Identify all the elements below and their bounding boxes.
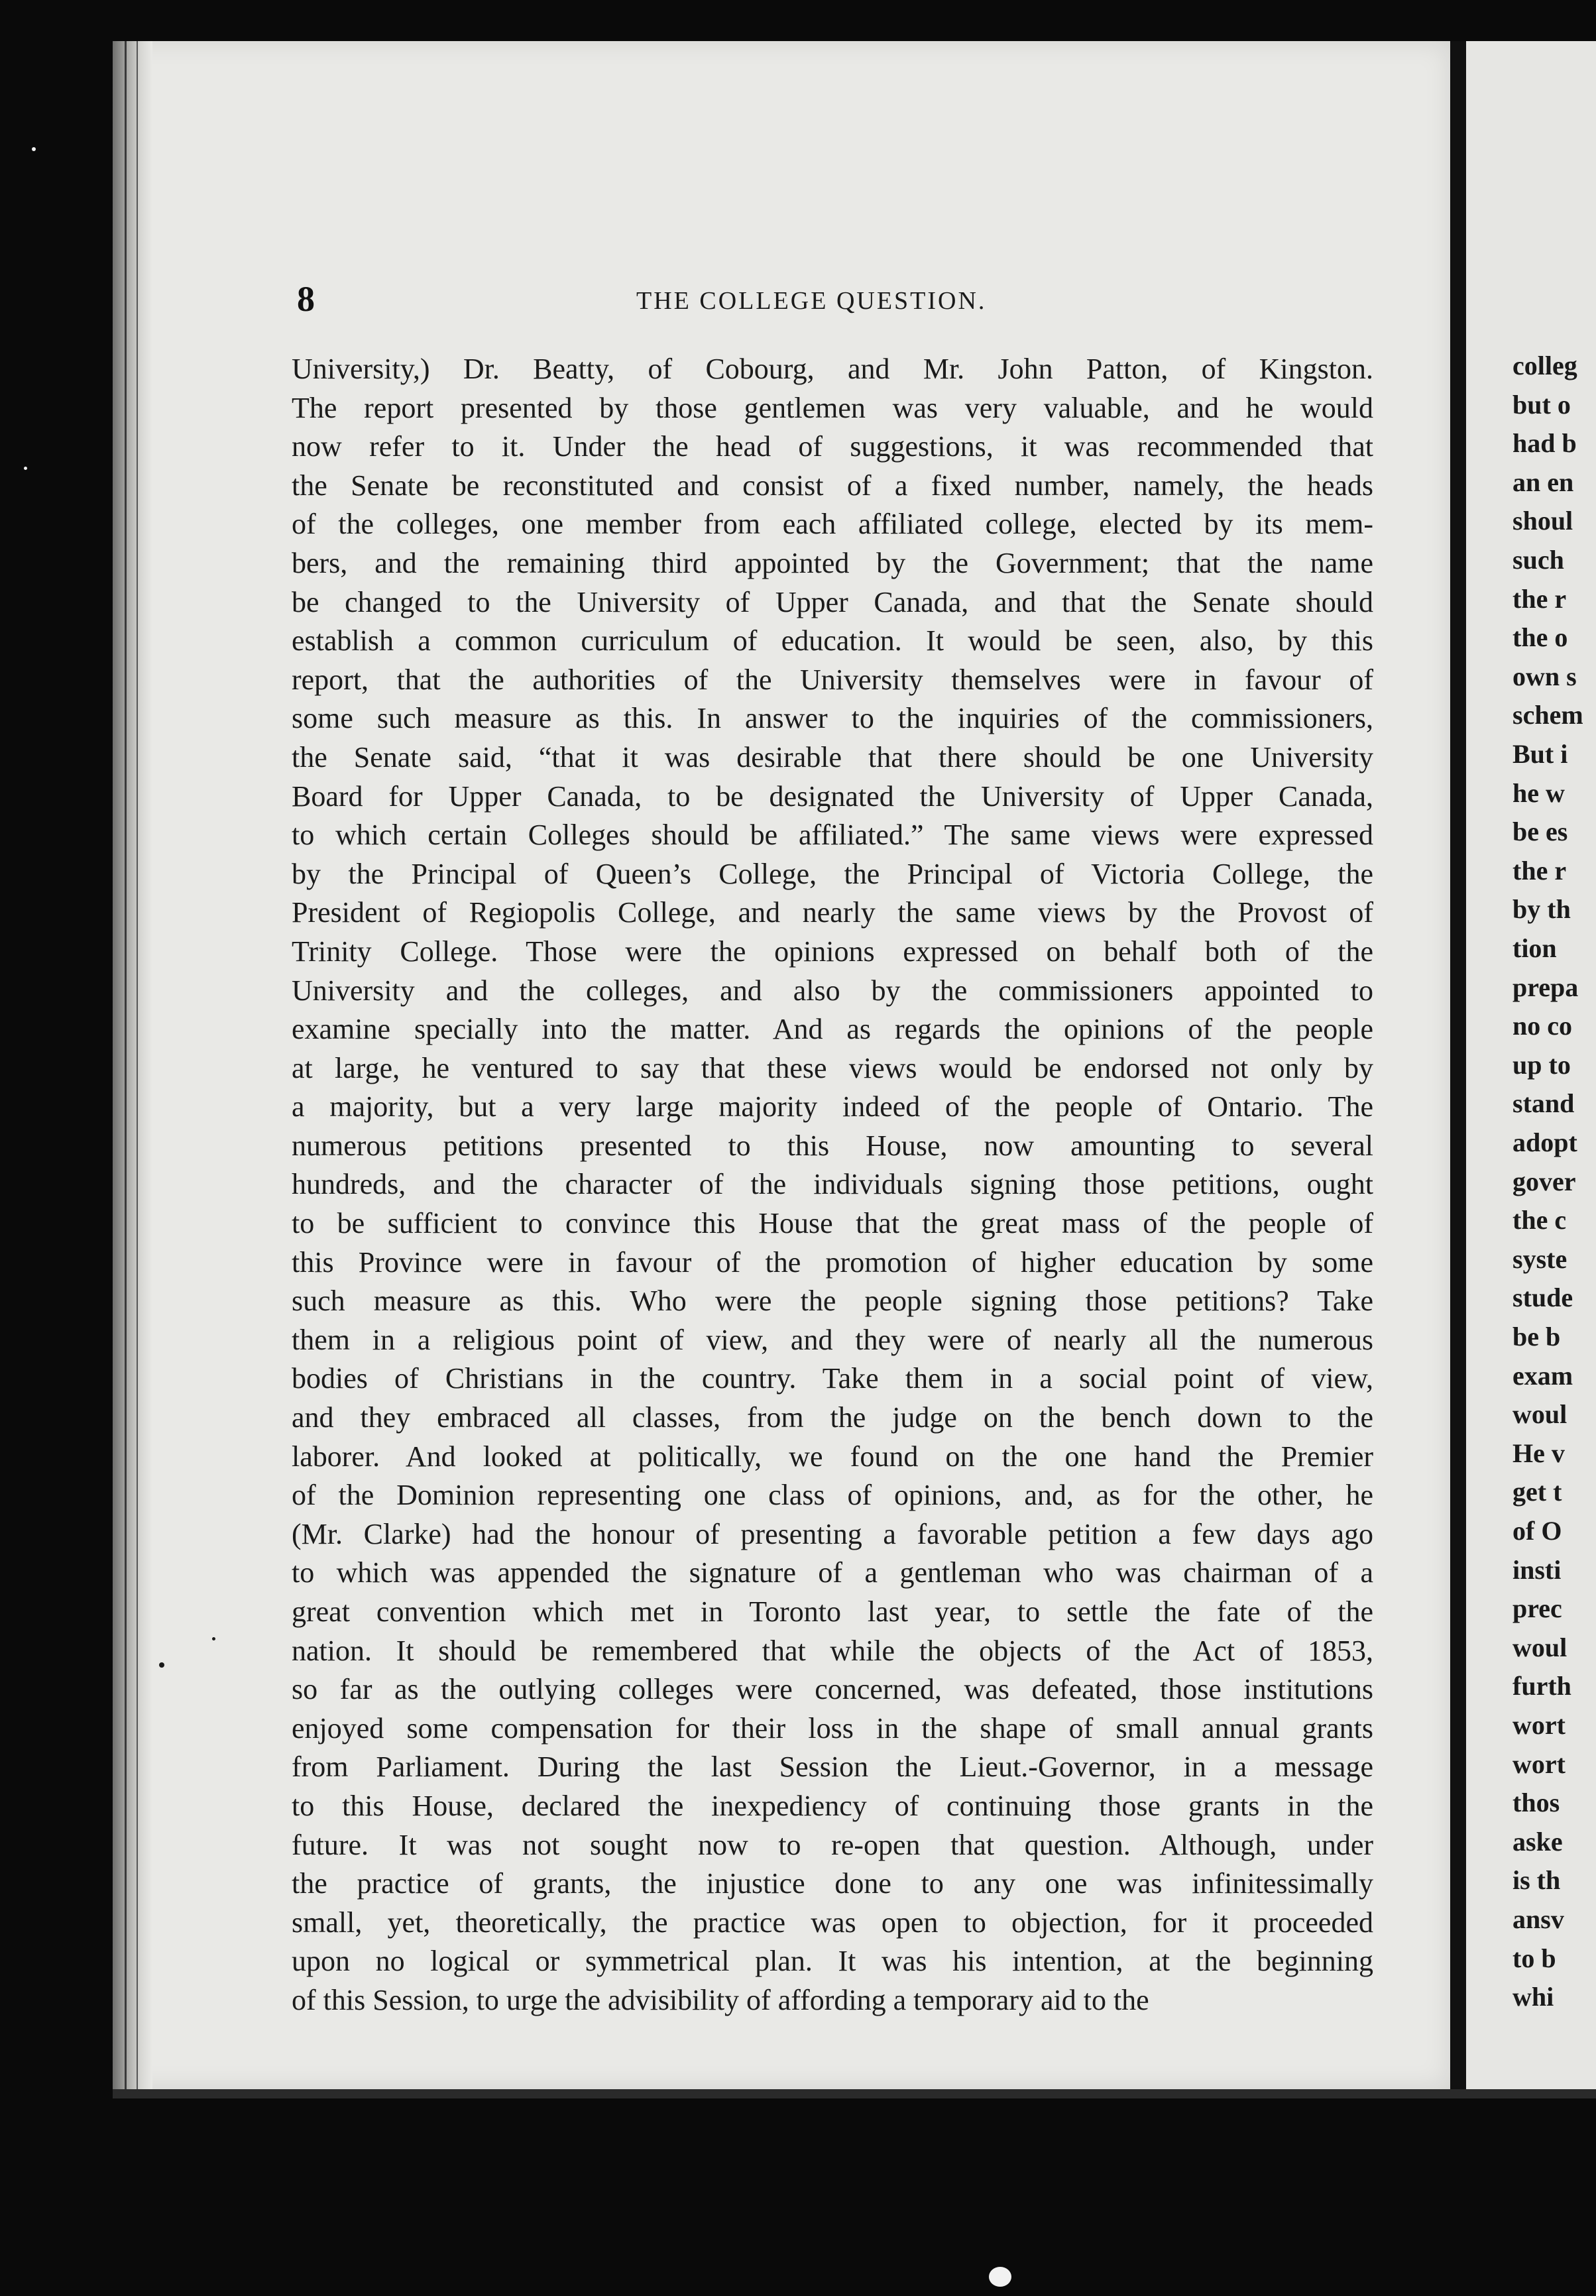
facing-page-line: aske — [1512, 1826, 1563, 1857]
text-line: future. It was not sought now to re-open that question. Although, under — [292, 1828, 1373, 1861]
facing-page-line: the c — [1512, 1205, 1567, 1235]
facing-page-line: wort — [1512, 1749, 1566, 1779]
text-line: establish a common curriculum of education. It would be seen, also, by this — [292, 624, 1373, 658]
text-line: to this House, declared the inexpediency of continuing those grants in the — [292, 1789, 1373, 1822]
facing-page-line: whi — [1512, 1982, 1554, 2012]
text-line: at large, he ventured to say that these views would be endorsed not only by — [292, 1051, 1373, 1084]
facing-page-line: but o — [1512, 389, 1571, 420]
page-edge — [1450, 41, 1466, 2089]
facing-page-line: gover — [1512, 1166, 1576, 1196]
facing-page-line: tion — [1512, 933, 1557, 963]
book-gutter — [113, 41, 152, 2089]
text-line: such measure as this. Who were the people signing those petitions? Take — [292, 1285, 1373, 1318]
facing-page-line: wort — [1512, 1710, 1566, 1740]
facing-page-line: stand — [1512, 1088, 1575, 1119]
scan-speck — [159, 1662, 164, 1668]
facing-page-line: stude — [1512, 1283, 1573, 1313]
facing-page-line: shoul — [1512, 506, 1573, 536]
text-line: so far as the outlying colleges were concerned, was defeated, those institutions — [292, 1673, 1373, 1706]
text-line: of this Session, to urge the advisibility of affording a temporary aid to the — [292, 1983, 1149, 2016]
text-line: them in a religious point of view, and they were of nearly all the numerous — [292, 1323, 1373, 1356]
facing-page-line: exam — [1512, 1360, 1573, 1391]
gutter-shadow-line — [125, 41, 127, 2089]
text-line: examine specially into the matter. And as regards the opinions of the people — [292, 1013, 1373, 1046]
facing-page-line: such — [1512, 545, 1564, 575]
facing-page-line: prepa — [1512, 972, 1579, 1002]
facing-page-line: had b — [1512, 428, 1577, 459]
facing-page-line: of O — [1512, 1516, 1562, 1546]
text-line: nation. It should be remembered that while the objects of the Act of 1853, — [292, 1634, 1373, 1667]
text-line: hundreds, and the character of the individuals signing those petitions, ought — [292, 1168, 1373, 1201]
page-header — [113, 278, 1450, 325]
scan-speck — [32, 147, 36, 151]
facing-page-line: insti — [1512, 1554, 1562, 1585]
text-line: small, yet, theoretically, the practice was open to objection, for it proceeded — [292, 1906, 1373, 1939]
facing-page-line: be b — [1512, 1322, 1561, 1351]
facing-page-line: get t — [1512, 1477, 1562, 1507]
text-line: report, that the authorities of the University themselves were in favour of — [292, 663, 1373, 696]
facing-page-line: up to — [1512, 1049, 1571, 1080]
facing-page-line: adopt — [1512, 1127, 1577, 1157]
text-line: to which was appended the signature of a gentleman who was chairman of a — [292, 1556, 1373, 1589]
text-line: University,) Dr. Beatty, of Cobourg, and Mr. John Patton, of Kingston. — [292, 353, 1373, 385]
facing-page-line: furth — [1512, 1671, 1571, 1701]
text-line: the Senate said, “that it was desirable that there should be one University — [292, 740, 1373, 774]
facing-page-line: colleg — [1512, 351, 1577, 380]
text-line: now refer to it. Under the head of suggestions, it was recommended that — [292, 430, 1373, 463]
facing-page-line: But i — [1512, 739, 1568, 769]
text-line: the practice of grants, the injustice done to any one was infinitessimally — [292, 1867, 1373, 1900]
text-line: some such measure as this. In answer to the inquiries of the commissioners, — [292, 702, 1373, 735]
facing-page-line: is th — [1512, 1865, 1561, 1896]
scan-speck — [212, 1637, 215, 1640]
facing-page-line: woul — [1512, 1632, 1568, 1662]
text-line: Trinity College. Those were the opinions expressed on behalf both of the — [292, 935, 1373, 968]
text-line: bers, and the remaining third appointed by the Government; that the name — [292, 546, 1373, 579]
page-number: 8 — [297, 279, 315, 319]
text-line: (Mr. Clarke) had the honour of presenting a favorable petition a few days ago — [292, 1517, 1373, 1550]
text-line: to which certain Colleges should be affiliated.” The same views were expressed — [292, 819, 1373, 852]
facing-page-line: no co — [1512, 1011, 1572, 1041]
text-line: a majority, but a very large majority indeed of the people of Ontario. The — [292, 1090, 1373, 1123]
body-text — [292, 350, 1373, 2020]
text-line: upon no logical or symmetrical plan. It was his intention, at the beginning — [292, 1945, 1373, 1978]
gutter-shadow-line — [137, 41, 138, 2089]
facing-page-line: thos — [1512, 1788, 1560, 1818]
text-line: The report presented by those gentlemen was very valuable, and he would — [292, 391, 1373, 424]
facing-page-line: by th — [1512, 894, 1571, 925]
text-line: University and the colleges, and also by the commissioners appointed to — [292, 974, 1373, 1007]
text-line: and they embraced all classes, from the judge on the bench down to the — [292, 1401, 1373, 1434]
scan-speck — [24, 467, 27, 470]
text-line: Board for Upper Canada, to be designated the University of Upper Canada, — [292, 779, 1373, 813]
page-bottom-edge — [113, 2089, 1596, 2098]
facing-page-line: He v — [1512, 1438, 1565, 1468]
facing-page-line: own s — [1512, 661, 1577, 691]
facing-page-line: the o — [1512, 622, 1568, 653]
running-head: THE COLLEGE QUESTION. — [636, 287, 987, 315]
facing-page-line: an en — [1512, 467, 1574, 497]
facing-page-line: the r — [1512, 855, 1567, 886]
facing-page-line: he w — [1512, 777, 1565, 808]
text-line: by the Principal of Queen’s College, the Principal of Victoria College, the — [292, 857, 1373, 890]
text-line: President of Regiopolis College, and nearly the same views by the Provost of — [292, 896, 1373, 929]
text-line: bodies of Christians in the country. Take them in a social point of view, — [292, 1362, 1373, 1395]
facing-page-line: syste — [1512, 1243, 1568, 1274]
facing-page-fragment — [1466, 41, 1596, 2089]
facing-page-line: woul — [1512, 1399, 1568, 1430]
text-line: great convention which met in Toronto last year, to settle the fate of the — [292, 1595, 1373, 1628]
text-line: of the Dominion representing one class of opinions, and, as for the other, he — [292, 1479, 1373, 1512]
facing-page-line: the r — [1512, 583, 1567, 614]
facing-page-line: prec — [1512, 1593, 1562, 1624]
scan-speck — [989, 2267, 1011, 2287]
text-line: of the colleges, one member from each affiliated college, elected by its mem- — [292, 508, 1373, 541]
text-line: from Parliament. During the last Session the Lieut.-Governor, in a message — [292, 1751, 1373, 1784]
text-line: this Province were in favour of the promotion of higher education by some — [292, 1245, 1373, 1279]
text-line: be changed to the University of Upper Canada, and that the Senate should — [292, 585, 1373, 618]
facing-page-line: ansv — [1512, 1904, 1564, 1934]
text-line: numerous petitions presented to this House, now amounting to several — [292, 1129, 1373, 1162]
facing-page-line: to b — [1512, 1943, 1556, 1973]
text-line: laborer. And looked at politically, we found on the one hand the Premier — [292, 1440, 1373, 1473]
text-line: the Senate be reconstituted and consist of a fixed number, namely, the heads — [292, 469, 1373, 502]
text-line: enjoyed some compensation for their loss in the shape of small annual grants — [292, 1711, 1373, 1745]
text-line: to be sufficient to convince this House that the great mass of the people of — [292, 1207, 1373, 1240]
facing-page-line: be es — [1512, 817, 1568, 847]
facing-page-line: schem — [1512, 700, 1583, 730]
